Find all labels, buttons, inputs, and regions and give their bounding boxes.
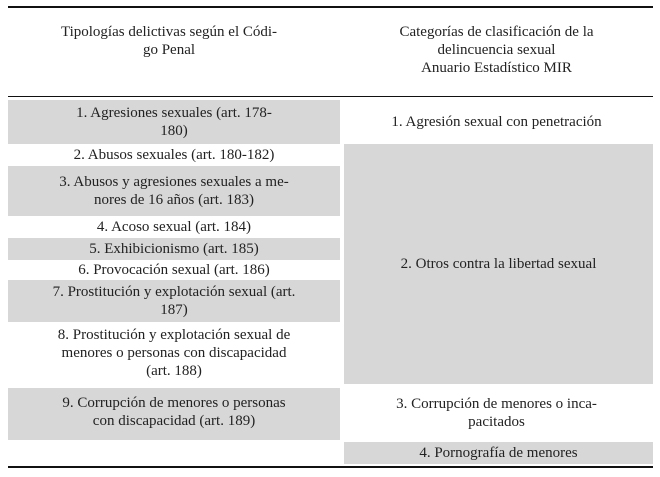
- left-row-2: [8, 144, 340, 166]
- row-text: 8. Prostitución y explotación sexual de: [57, 327, 291, 343]
- row-text: 6. Provocación sexual (art. 186): [78, 262, 270, 278]
- left-row-5: [8, 238, 340, 260]
- left-row-3: [8, 166, 340, 216]
- left-row-8: [8, 322, 340, 384]
- row-text: 187): [160, 302, 188, 318]
- right-row-1: [340, 100, 653, 144]
- row-text: 7. Prostitución y explotación sexual (art.: [52, 284, 296, 300]
- row-text: 9. Corrupción de menores o personas: [62, 395, 286, 411]
- row-text: 5. Exhibicionismo (art. 185): [89, 241, 259, 257]
- left-row-7: [8, 280, 340, 322]
- right-row-4: [344, 442, 653, 464]
- row-text: 3. Corrupción de menores o inca-: [396, 396, 597, 412]
- row-text: nores de 16 años (art. 183): [94, 192, 254, 208]
- row-text: con discapacidad (art. 189): [92, 413, 256, 429]
- right-row-2: [344, 144, 653, 384]
- row-text: 180): [160, 123, 188, 139]
- header-left: [8, 14, 330, 68]
- row-text: 4. Pornografía de menores: [419, 445, 578, 461]
- header-left-line: go Penal: [142, 42, 196, 58]
- header-right-line: delincuencia sexual: [437, 42, 556, 58]
- row-text: menores o personas con discapacidad: [61, 345, 287, 361]
- top-rule: [8, 6, 653, 8]
- left-row-6: [8, 260, 340, 280]
- row-text: 1. Agresiones sexuales (art. 178-: [76, 105, 272, 121]
- header-right-line: Categorías de clasificación de la: [399, 24, 594, 40]
- row-text: 3. Abusos y agresiones sexuales a me-: [59, 174, 289, 190]
- header-right-line: Anuario Estadístico MIR: [421, 60, 572, 76]
- header-left-line: Tipologías delictivas según el Códi-: [60, 24, 278, 40]
- row-text: 2. Abusos sexuales (art. 180-182): [73, 147, 275, 163]
- row-text: (art. 188): [146, 363, 202, 379]
- right-row-3: [340, 386, 653, 440]
- header-rule: [8, 96, 653, 97]
- left-row-4: [8, 216, 340, 238]
- row-text: 4. Acoso sexual (art. 184): [96, 219, 252, 235]
- row-text: 1. Agresión sexual con penetración: [391, 114, 602, 130]
- left-row-9: [8, 388, 340, 440]
- row-text: pacitados: [468, 414, 525, 430]
- bottom-rule: [8, 466, 653, 468]
- row-text: 2. Otros contra la libertad sexual: [400, 256, 597, 272]
- header-right: [340, 14, 653, 86]
- left-row-1: [8, 100, 340, 144]
